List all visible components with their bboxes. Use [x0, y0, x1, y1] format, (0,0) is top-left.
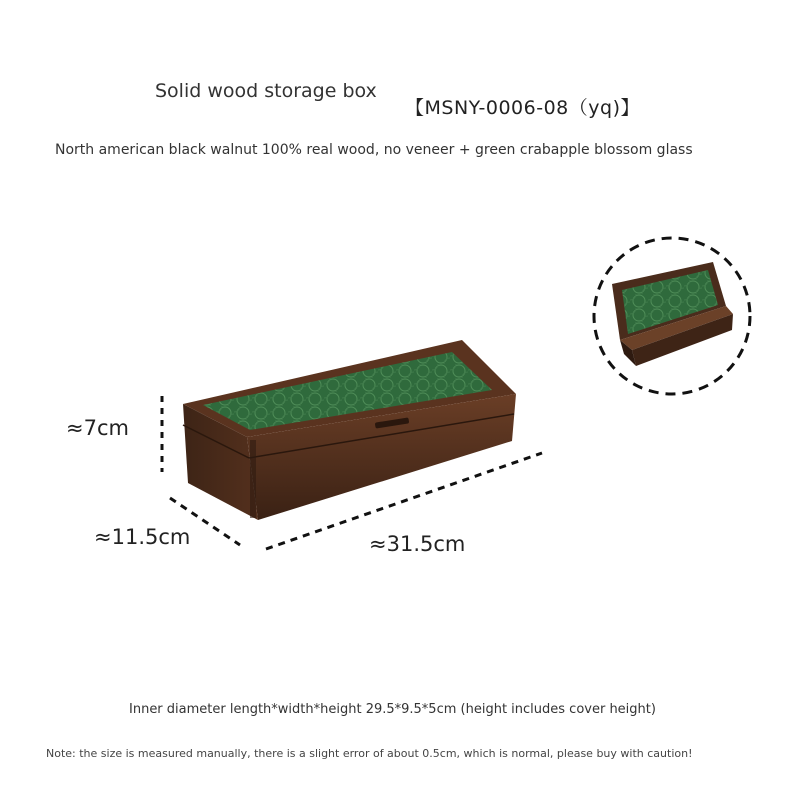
measurement-note: Note: the size is measured manually, there is a slight error of about 0.5cm, which is normal, please buy with caution! — [46, 747, 693, 760]
inner-dimensions-text: Inner diameter length*width*height 29.5*9.5*5cm (height includes cover height) — [129, 702, 656, 717]
product-code: 【MSNY-0006-08（yq)】 — [405, 97, 640, 119]
open-box-inset — [594, 238, 750, 394]
width-label: ≈11.5cm — [94, 525, 191, 549]
product-subtitle: North american black walnut 100% real wood, no veneer + green crabapple blossom glass — [55, 142, 693, 158]
wooden-box — [183, 340, 516, 520]
product-title: Solid wood storage box — [155, 80, 377, 102]
length-label: ≈31.5cm — [369, 532, 466, 556]
height-label: ≈7cm — [66, 416, 129, 440]
